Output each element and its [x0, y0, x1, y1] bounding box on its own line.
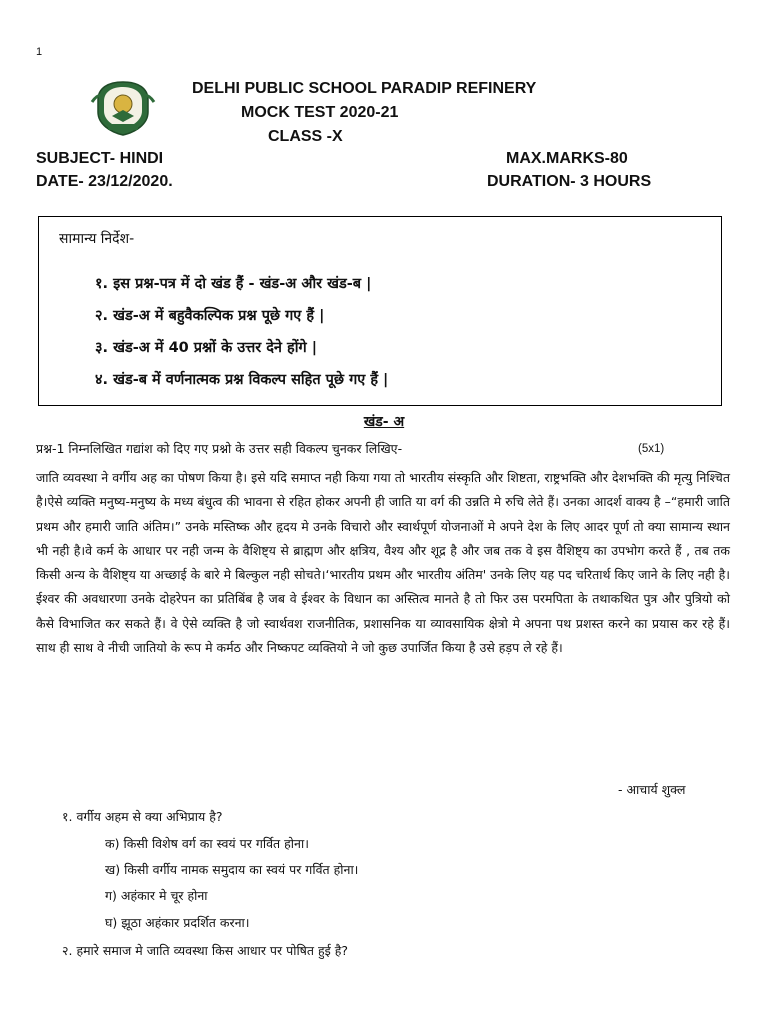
school-name: DELHI PUBLIC SCHOOL PARADIP REFINERY [192, 80, 537, 97]
instructions-title: सामान्य निर्देश- [59, 231, 135, 247]
option-c: ग) अहंकार मे चूर होना [105, 888, 208, 903]
sub-question-1: १. वर्गीय अहम से क्या अभिप्राय है? [62, 809, 223, 824]
section-heading [0, 412, 768, 431]
instruction-item: १. इस प्रश्न-पत्र में दो खंड हैं - खंड-अ और खंड-ब | [95, 276, 372, 292]
subject-label: SUBJECT- HINDI [36, 150, 164, 167]
instruction-item: ४. खंड-ब में वर्णनात्मक प्रश्न विकल्प सहित पूछे गए हैं | [95, 372, 389, 388]
sub-question-2: २. हमारे समाज मे जाति व्यवस्था किस आधार पर पोषित हुई है? [62, 943, 349, 958]
test-name: MOCK TEST 2020-21 [241, 104, 399, 121]
date-label: DATE- 23/12/2020. [36, 173, 173, 190]
section-title: खंड- अ [363, 414, 405, 430]
option-a: क) किसी विशेष वर्ग का स्वयं पर गर्वित होना। [105, 836, 309, 851]
passage-author: - आचार्य शुक्ल [618, 782, 686, 797]
option-d: घ) झूठा अहंकार प्रदर्शित करना। [105, 915, 250, 930]
option-b: ख) किसी वर्गीय नामक समुदाय का स्वयं पर गर्वित होना। [105, 862, 359, 877]
class-name: CLASS -X [268, 128, 343, 145]
max-marks-label: MAX.MARKS-80 [506, 150, 628, 167]
instruction-item: २. खंड-अ में बहुवैकल्पिक प्रश्न पूछे गए हैं | [95, 308, 325, 324]
general-instructions-box [38, 216, 722, 406]
question-1-prompt: प्रश्न-1 निम्नलिखित गद्यांश को दिए गए प्रश्नो के उत्तर सही विकल्प चुनकर लिखिए- [36, 441, 403, 456]
school-crest-logo [88, 78, 158, 138]
duration-label: DURATION- 3 HOURS [487, 173, 652, 190]
instruction-item: ३. खंड-अ में 40 प्रश्नों के उत्तर देने होंगे | [95, 340, 317, 356]
question-1-marks: (5x1) [638, 443, 665, 455]
passage-text: जाति व्यवस्था ने वर्गीय अह का पोषण किया है। इसे यदि समाप्त नही किया गया तो भारतीय संस्कृति और शिष्टता, राष्ट्रभक्ति और देशभक्ति की मृत्यु निश्चित है।ऐसे व्यक्ति मनुष्य-मनुष्य के मध्य बंधुत्व की भावना से रहित होकर अपनी ही जाति या वर्ग की उन्नति मे रुचि लेते हैं। उनका आदर्श वाक्य है –“हमारी जाति प्रथम और हमारी जाति अंतिम।” उनके मस्तिष्क और हृदय मे उनके विचारो और स्वार्थपूर्ण योजनाओं मे अपने देश के लिए आदर पूर्ण तो क्या सामान्य स्थान भी नही है।वे कर्म के आधार पर नही जन्म के वैशिष्ट्य से ब्राह्मण और क्षत्रिय, वैश्य और शूद्र है और जब तक वे इस वैशिष्ट्य का उपभोग करते हैं , तब तक किसी अन्य के वैशिष्ट्य या अच्छाई के बारे मे बिल्कुल नही सोचते।‘भारतीय प्रथम और भारतीय अंतिम' उनके लिए यह पद चरितार्थ किए जाने के लिए नही है।ईश्वर की अवधारणा उनके दोहरेपन का प्रतिबिंब है जब वे ईश्वर के विधान का अस्तित्व मानते है तो फिर उस परमपिता के तथाकथित पुत्र और पुत्रियो को कैसे विभाजित कर सकते हैं। वे ऐसे व्यक्ति है जो स्वार्थवश राजनीतिक, प्रशासनिक या व्यावसायिक क्षेत्रो मे अपना पथ प्रशस्त करने का प्रयास कर रहे हैं।साथ ही साथ वे नीची जातियो के रूप मे कर्मठ और निष्कपट व्यक्तियो ने जो कुछ उपार्जित किया है उसे हड़प ले रहे हैं। [36, 470, 730, 656]
page-number: 1 [36, 46, 43, 58]
